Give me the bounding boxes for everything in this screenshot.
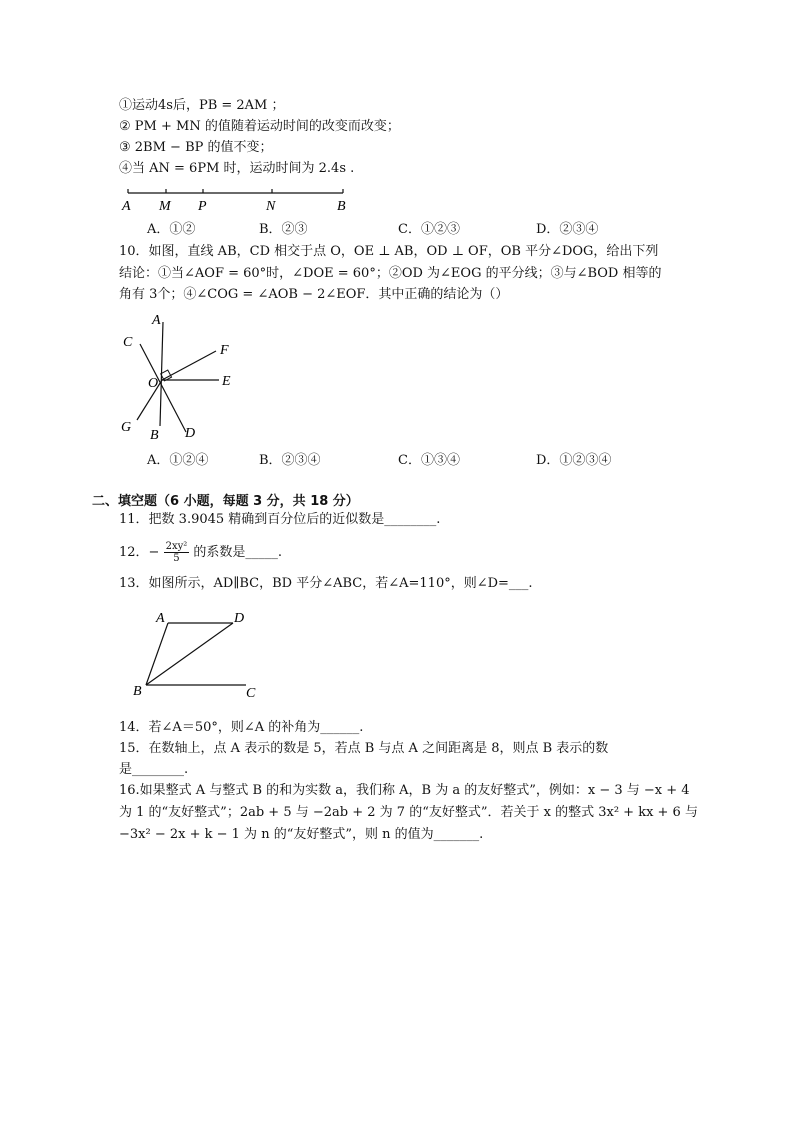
q9-statement-2: ② PM + MN 的值随着运动时间的改变而改变； xyxy=(119,119,400,134)
q10-option-c: C．①③④ xyxy=(398,453,460,468)
label-c: C xyxy=(246,686,256,701)
q13-figure xyxy=(128,606,268,701)
q12-text xyxy=(119,541,282,564)
label-d: D xyxy=(234,611,245,626)
label-n: N xyxy=(266,199,276,213)
segment-ab xyxy=(146,623,168,685)
q9-option-c: C．①②③ xyxy=(398,222,460,237)
q12-numerator: 2xy² xyxy=(165,541,188,552)
label-b: B xyxy=(133,684,142,699)
label-e: E xyxy=(222,374,231,389)
q13-text: 13．如图所示，AD∥BC，BD 平分∠ABC，若∠A=110°，则∠D=___. xyxy=(119,576,533,591)
label-m: M xyxy=(159,199,171,213)
q10-line-1: 10．如图，直线 AB，CD 相交于点 O，OE ⊥ AB，OD ⊥ OF，OB 平分∠DOG，给出下列 xyxy=(119,244,659,259)
q15-line-2: 是________. xyxy=(119,762,189,777)
q9-option-a: A．①② xyxy=(147,222,196,237)
label-a: A xyxy=(152,313,161,328)
q15-line-1: 15．在数轴上，点 A 表示的数是 5，若点 B 与点 A 之间距离是 8，则点 B 表示的数 xyxy=(119,741,609,756)
label-a: A xyxy=(122,199,131,213)
q12-suffix: 的系数是_____. xyxy=(193,545,283,560)
label-c: C xyxy=(123,335,133,350)
section-heading: 二、填空题（6 小题，每题 3 分，共 18 分） xyxy=(92,494,359,509)
q9-statement-3: ③ 2BM − BP 的值不变； xyxy=(119,140,273,155)
q11-text: 11．把数 3.9045 精确到百分位后的近似数是________. xyxy=(119,512,441,527)
q16-line-2: 为 1 的“友好整式”；2ab + 5 与 −2ab + 2 为 7 的“友好整式”．若关于 x 的整式 3x² + kx + 6 与 xyxy=(119,805,698,820)
segment-bd xyxy=(146,623,233,685)
q10-option-b: B．②③④ xyxy=(259,453,321,468)
q12-prefix: 12．− xyxy=(119,545,160,560)
q10-option-d: D．①②③④ xyxy=(536,453,612,468)
label-f: F xyxy=(220,343,229,358)
q12-fraction xyxy=(164,541,190,564)
label-b: B xyxy=(150,428,159,443)
q9-option-d: D．②③④ xyxy=(536,222,599,237)
q12-denominator: 5 xyxy=(173,553,180,564)
q10-line-3: 角有 3个；④∠COG = ∠AOB − 2∠EOF．其中正确的结论为（） xyxy=(119,287,509,302)
q9-option-b: B．②③ xyxy=(259,222,308,237)
label-a: A xyxy=(156,611,165,626)
label-g: G xyxy=(121,420,132,435)
q10-figure xyxy=(115,308,245,443)
label-p: P xyxy=(198,199,207,213)
label-d: D xyxy=(185,426,196,441)
q16-line-1: 16.如果整式 A 与整式 B 的和为实数 a，我们称 A，B 为 a 的友好整式”，例如：x − 3 与 −x + 4 xyxy=(119,783,690,798)
label-b: B xyxy=(337,199,346,213)
q10-line-2: 结论：①当∠AOF = 60°时，∠DOE = 60°；②OD 为∠EOG 的平分线；③与∠BOD 相等的 xyxy=(119,266,662,281)
q9-statement-1: ①运动4s后，PB = 2AM ； xyxy=(119,98,285,113)
q16-line-3: −3x² − 2x + k − 1 为 n 的“友好整式”，则 n 的值为_______. xyxy=(119,827,484,842)
q10-option-a: A．①②④ xyxy=(147,453,209,468)
label-o: O xyxy=(148,376,159,391)
q14-text: 14．若∠A＝50°，则∠A 的补角为______. xyxy=(119,720,364,735)
q9-segment-figure xyxy=(115,183,360,213)
ray-of xyxy=(162,351,216,380)
q9-statement-4: ④当 AN = 6PM 时，运动时间为 2.4s . xyxy=(119,161,355,176)
line-cd xyxy=(140,344,186,432)
